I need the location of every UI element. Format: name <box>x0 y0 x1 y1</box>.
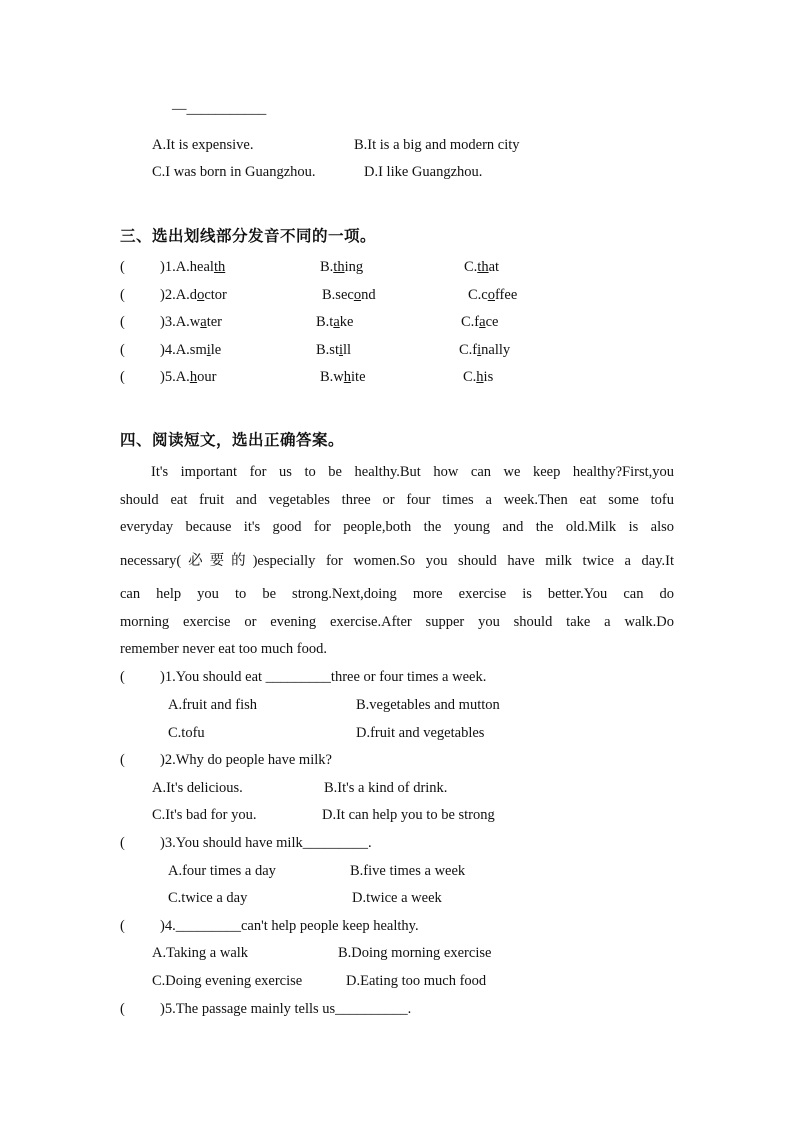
option-a: A.fruit and fish <box>168 697 257 713</box>
option-a: A.It is expensive. <box>152 137 254 153</box>
answer-paren: ( <box>120 369 125 385</box>
option-c <box>459 342 510 359</box>
option-d: D.twice a week <box>352 890 442 906</box>
passage-line: morning exercise or evening exercise.After supper you should take a walk.Do <box>120 613 674 630</box>
underlined-letters: h <box>476 369 484 385</box>
option-d: D.I like Guangzhou. <box>364 164 483 180</box>
option-text: )2.A.d <box>160 287 198 303</box>
underlined-letters: a <box>333 314 340 330</box>
underlined-letters: a <box>200 314 207 330</box>
option-text: )1.A.heal <box>160 259 214 275</box>
option-a: A.It's delicious. <box>152 780 243 796</box>
option-b: B.It's a kind of drink. <box>324 780 448 796</box>
answer-paren: ( <box>120 918 125 934</box>
option-text: is <box>483 369 494 385</box>
passage-line: should eat fruit and vegetables three or four times a week.Then eat some tofu <box>120 491 674 508</box>
option-text: B.t <box>316 314 334 330</box>
option-text: C. <box>464 259 478 275</box>
option-c: C.Doing evening exercise <box>152 973 303 989</box>
option-text: B. <box>320 259 334 275</box>
answer-paren: ( <box>120 259 125 275</box>
option-text: ffee <box>494 287 518 303</box>
option-a <box>160 369 216 386</box>
option-text: ll <box>343 342 352 358</box>
underlined-letters: th <box>333 259 345 275</box>
passage-line: remember never eat too much food. <box>120 641 327 657</box>
question-stem: )5.The passage mainly tells us__________. <box>160 1001 412 1017</box>
option-a: A.four times a day <box>168 863 276 879</box>
option-text: nd <box>361 287 376 303</box>
option-text: B.st <box>316 342 339 358</box>
option-c <box>468 287 517 304</box>
option-text: at <box>488 259 500 275</box>
option-text: our <box>197 369 217 385</box>
option-text: ke <box>339 314 354 330</box>
option-a <box>160 259 225 276</box>
option-text: C.f <box>461 314 480 330</box>
option-b <box>322 287 376 304</box>
underlined-letters: i <box>477 342 482 358</box>
option-a <box>160 314 222 331</box>
option-text: ter <box>206 314 223 330</box>
underlined-letters: th <box>213 259 226 275</box>
option-text: )3.A.w <box>160 314 201 330</box>
answer-paren: ( <box>120 1001 125 1017</box>
underlined-letters: i <box>338 342 343 358</box>
option-c <box>461 314 498 331</box>
option-c: C.I was born in Guangzhou. <box>152 164 316 180</box>
option-text: ite <box>351 369 366 385</box>
section-4-heading: 四、阅读短文，选出正确答案。 <box>120 431 345 449</box>
section-3-heading: 三、选出划线部分发音不同的一项。 <box>120 227 377 245</box>
option-b: B.It is a big and modern city <box>354 137 520 153</box>
option-d: D.Eating too much food <box>346 973 487 989</box>
option-b <box>320 369 366 386</box>
option-text: B.sec <box>322 287 354 303</box>
option-text: C.c <box>468 287 488 303</box>
option-b <box>316 342 351 359</box>
passage-line: It's important for us to be healthy.But how can we keep healthy?First,you <box>151 464 674 480</box>
underlined-letters: h <box>343 369 352 385</box>
underlined-letters: o <box>197 287 205 303</box>
underlined-letters: h <box>189 369 198 385</box>
option-text: B.w <box>320 369 344 385</box>
option-c: C.twice a day <box>168 890 248 906</box>
passage-line: can help you to be strong.Next,doing more exercise is better.You can do <box>120 586 674 602</box>
option-a <box>160 342 221 359</box>
option-text: le <box>210 342 222 358</box>
option-d: D.It can help you to be strong <box>322 807 495 823</box>
question-stem: )3.You should have milk_________. <box>160 835 372 851</box>
underlined-letters: i <box>206 342 211 358</box>
answer-paren: ( <box>120 287 125 303</box>
answer-paren: ( <box>120 342 125 358</box>
option-text: ctor <box>204 287 227 303</box>
answer-paren: ( <box>120 669 125 685</box>
answer-blank-line: —___________ <box>172 101 267 117</box>
option-text: C. <box>463 369 477 385</box>
option-a: A.Taking a walk <box>152 945 249 961</box>
reading-passage <box>120 459 674 664</box>
option-d: D.fruit and vegetables <box>356 725 485 741</box>
option-text: )5.A. <box>160 369 190 385</box>
option-b: B.five times a week <box>350 863 466 879</box>
option-b <box>320 259 363 276</box>
option-text: C.f <box>459 342 478 358</box>
passage-line: necessary(必要的)especially for women.So you should have milk twice a day.It <box>120 552 674 569</box>
question-stem: )4._________can't help people keep healthy. <box>160 918 419 934</box>
option-b: B.vegetables and mutton <box>356 697 500 713</box>
option-c <box>464 259 499 276</box>
underlined-letters: th <box>477 259 489 275</box>
option-text: )4.A.sm <box>160 342 207 358</box>
passage-line: everyday because it's good for people,both the young and the old.Milk is also <box>120 519 674 535</box>
answer-paren: ( <box>120 835 125 851</box>
question-stem: )1.You should eat _________three or four times a week. <box>160 669 487 685</box>
option-b <box>316 314 353 331</box>
question-stem: )2.Why do people have milk? <box>160 752 332 768</box>
option-text: nally <box>481 342 511 358</box>
option-b: B.Doing morning exercise <box>338 945 492 961</box>
option-c <box>463 369 493 386</box>
option-c: C.It's bad for you. <box>152 807 257 823</box>
underlined-letters: o <box>353 287 362 303</box>
underlined-letters: o <box>487 287 495 303</box>
option-c: C.tofu <box>168 725 205 741</box>
option-a <box>160 287 227 304</box>
option-text: ing <box>344 259 364 275</box>
underlined-letters: a <box>479 314 486 330</box>
answer-paren: ( <box>120 752 125 768</box>
option-text: ce <box>485 314 499 330</box>
answer-paren: ( <box>120 314 125 330</box>
